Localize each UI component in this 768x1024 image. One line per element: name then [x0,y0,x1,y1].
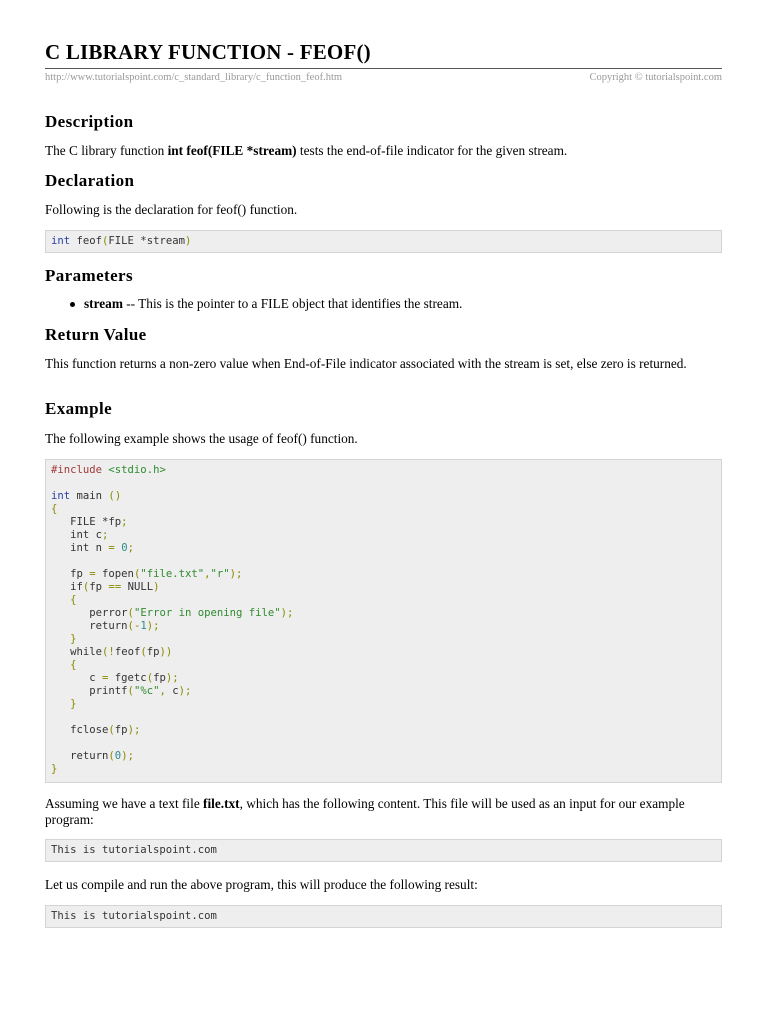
result-content-block [45,905,722,928]
input-file-name: file.txt [203,796,240,811]
return-value-text: This function returns a non-zero value when End-of-File indicator associated with the stream is set, else zero is returned. [45,356,687,371]
example-code: #include <stdio.h> int main () { FILE *fp; int c; int n = 0; fp = fopen("file.txt","r"); if(fp == NULL) { perror("Error in opening file"); return(-1); } while(!feof(fp)) { c = fgetc(fp); printf("%c", c); } fclose(fp); return(0); } [51,464,294,775]
declaration-code-block [45,230,722,253]
description-text-after: tests the end-of-file indicator for the given stream. [296,143,568,158]
example-text: The following example shows the usage of feof() function. [45,431,358,446]
example-code-block [45,459,722,783]
parameter-description: -- This is the pointer to a FILE object that identifies the stream. [122,296,463,311]
list-item [45,296,462,312]
input-text-before: Assuming we have a text file [45,796,204,811]
page-title: C LIBRARY FUNCTION - FEOF() [45,40,371,64]
description-text [45,143,720,159]
function-signature: int feof(FILE *stream) [167,143,297,158]
description-heading: Description [45,112,134,131]
parameters-list [45,296,462,312]
input-content-block [45,839,722,862]
example-heading: Example [45,399,113,418]
title-divider [45,68,722,69]
input-content: This is tutorialspoint.com [51,844,217,856]
return-value-heading: Return Value [45,325,147,344]
parameter-name: stream [84,296,123,311]
result-text: Let us compile and run the above program, this will produce the following result: [45,877,478,892]
result-content: This is tutorialspoint.com [51,910,217,922]
parameters-heading: Parameters [45,266,134,285]
declaration-code: int feof(FILE *stream) [51,235,192,247]
declaration-text: Following is the declaration for feof() function. [45,202,298,217]
input-text-after: , which has the following content. This file will be used as an input for our example program: [45,796,685,827]
bullet-icon [70,302,75,307]
copyright-notice: Copyright © tutorialspoint.com [589,72,722,83]
declaration-heading: Declaration [45,171,135,190]
input-file-text [45,796,720,828]
source-url[interactable]: http://www.tutorialspoint.com/c_standard_library/c_function_feof.htm [45,72,343,83]
description-text-before: The C library function [45,143,168,158]
